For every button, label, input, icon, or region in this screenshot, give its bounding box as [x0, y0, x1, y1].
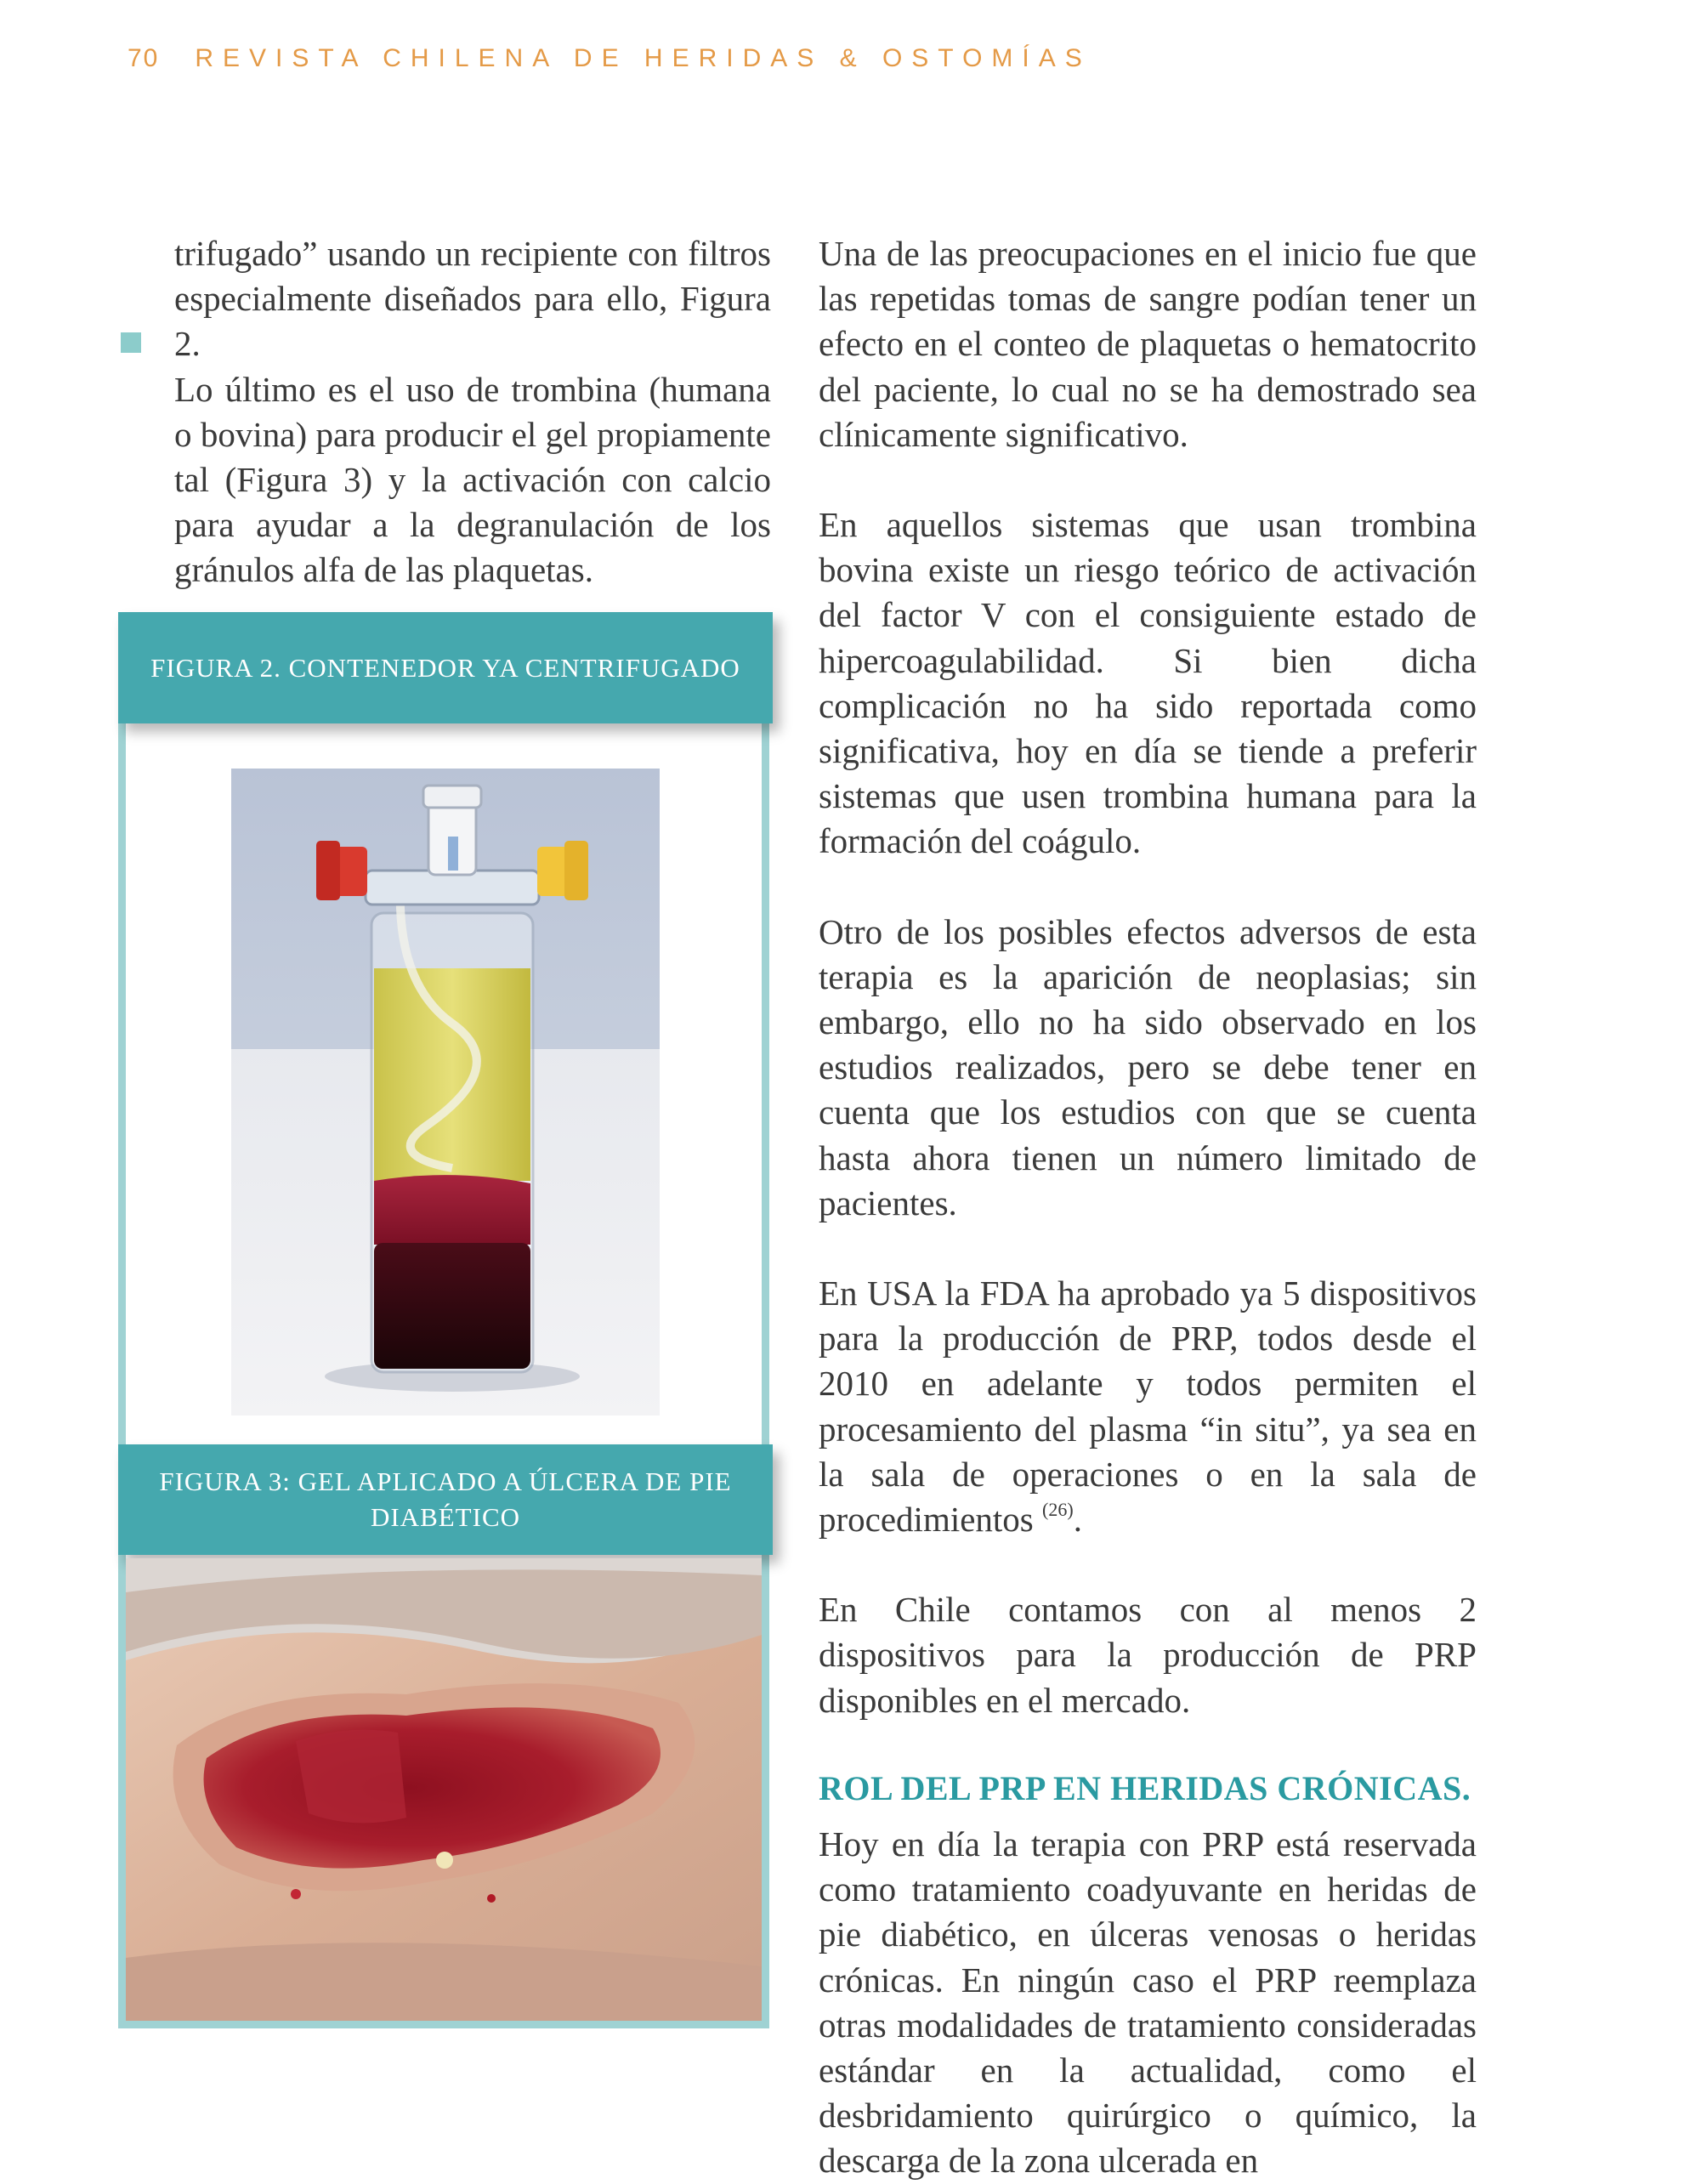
bullet-square-icon	[121, 332, 141, 353]
right-paragraph-4-end: .	[1073, 1500, 1082, 1540]
figure-2-caption-text: FIGURA 2. CONTENEDOR YA CENTRIFUGADO	[150, 652, 740, 683]
paragraph-gap	[819, 865, 1477, 910]
journal-title: REVISTA CHILENA DE HERIDAS & OSTOMÍAS	[195, 44, 1091, 72]
figure-2-caption	[118, 612, 773, 723]
right-paragraph-2: En aquellos sistemas que usan trombina bovina existe un riesgo teórico de activación del factor V con el consiguiente estado de hipercoagulabilidad. Si bien dicha complicación no ha sido reportada como significativa, hoy en día se tiende a preferir sistemas que usen trombina humana para la formación del coágulo.	[819, 505, 1477, 861]
right-paragraph-4-text: En USA la FDA ha aprobado ya 5 dispositivos para la producción de PRP, todos desde el 2010 en adelante y todos permiten el procesamiento del plasma “in situ”, ya sea en la sala de operaciones o en la sala de procedimientos	[819, 1274, 1477, 1540]
running-head	[128, 44, 1091, 82]
heading-gap	[819, 1812, 1477, 1822]
left-column	[174, 231, 771, 593]
right-paragraph-4	[819, 1271, 1477, 1542]
right-paragraph-6: Hoy en día la terapia con PRP está reservada como tratamiento coadyuvante en heridas de pie diabético, en úlceras venosas o heridas crónicas. En ningún caso el PRP reemplaza otras modalidades de tratamiento consideradas estándar en la actualidad, como el desbridamiento quirúrgico o químico, la descarga de la zona ulcerada en	[819, 1824, 1477, 2181]
citation-reference: (26)	[1042, 1499, 1074, 1521]
ulcer-gel-image	[126, 1558, 762, 2021]
figure-3-photo	[126, 1558, 762, 2021]
right-paragraph-3: Otro de los posibles efectos adversos de esta terapia es la aparición de neoplasias; sin embargo, ello no ha sido observado en los estudios realizados, pero se debe tener en cuenta que los estudios con que se cuenta hasta ahora tienen un número limitado de pacientes.	[819, 911, 1477, 1222]
figure-3-caption	[118, 1444, 773, 1555]
left-paragraph-2: Lo último es el uso de trombina (humana o bovina) para producir el gel propiamente tal (Figura 3) y la activación con calcio para ayudar a la degranulación de los gránulos alfa de las plaquetas.	[174, 369, 771, 590]
page-number: 70	[128, 44, 160, 72]
section-heading: ROL DEL PRP EN HERIDAS CRÓNICAS.	[819, 1768, 1471, 1807]
right-paragraph-5: En Chile contamos con al menos 2 dispositivos para la producción de PRP disponibles en el mercado.	[819, 1590, 1477, 1720]
left-paragraph-1: trifugado” usando un recipiente con filtros especialmente diseñados para ello, Figura 2.	[174, 234, 771, 364]
figure-2-photo	[231, 769, 660, 1415]
figure-3-caption-text: FIGURA 3: GEL APLICADO A ÚLCERA DE PIE DIABÉTICO	[159, 1466, 732, 1532]
paragraph-gap	[819, 457, 1477, 502]
paragraph-gap	[819, 1542, 1477, 1587]
paragraph-gap	[819, 1226, 1477, 1271]
right-paragraph-1: Una de las preocupaciones en el inicio fue que las repetidas tomas de sangre podían tener un efecto en el conteo de plaquetas o hematocrito del paciente, lo cual no se ha demostrado sea clínicamente significativo.	[819, 234, 1477, 454]
centrifuge-container-image	[231, 769, 660, 1415]
paragraph-gap	[819, 1723, 1477, 1766]
right-column	[819, 231, 1477, 2184]
